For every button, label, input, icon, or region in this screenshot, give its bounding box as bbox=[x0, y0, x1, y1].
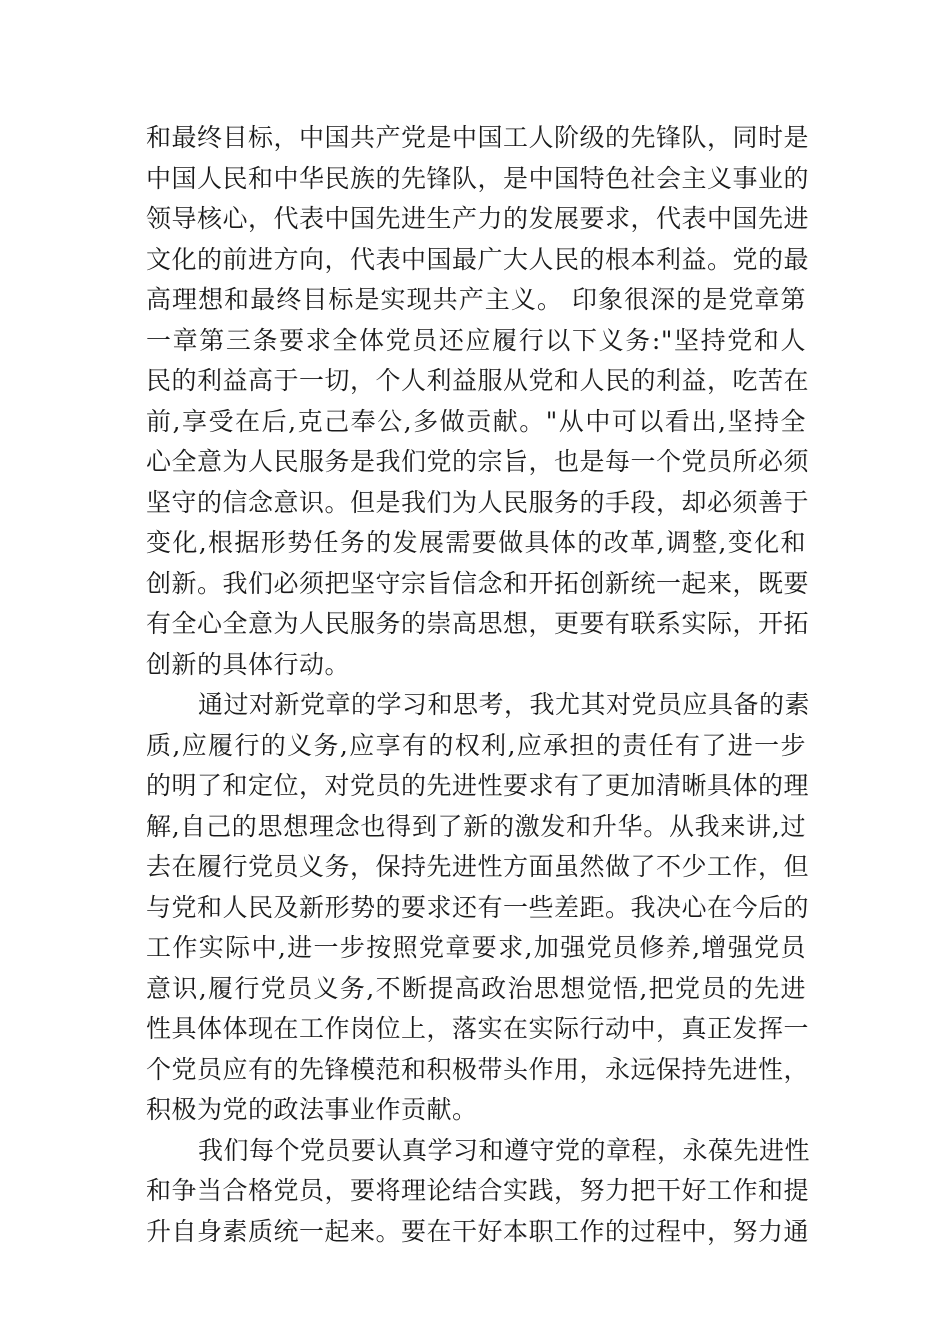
text-line: 去在履行党员义务，保持先进性方面虽然做了不少工作，但 bbox=[146, 852, 810, 881]
text-line: 民的利益高于一切，个人利益服从党和人民的利益，吃苦在 bbox=[146, 366, 810, 395]
text-line: 领导核心，代表中国先进生产力的发展要求，代表中国先进 bbox=[146, 204, 810, 233]
text-line: 和最终目标，中国共产党是中国工人阶级的先锋队，同时是 bbox=[146, 123, 810, 152]
text-line: 我们每个党员要认真学习和遵守党的章程，永葆先进性 bbox=[198, 1135, 811, 1165]
text-line: 通过对新党章的学习和思考，我尤其对党员应具备的素 bbox=[198, 690, 811, 719]
text-line: 性具体体现在工作岗位上，落实在实际行动中，真正发挥一 bbox=[146, 1014, 810, 1043]
text-line: 意识,履行党员义务,不断提高政治思想觉悟,把党员的先进 bbox=[146, 973, 806, 1003]
text-line: 中国人民和中华民族的先锋队，是中国特色社会主义事业的 bbox=[146, 163, 810, 193]
text-line: 高理想和最终目标是实现共产主义。 印象很深的是党章第 bbox=[146, 285, 806, 314]
text-line: 前,享受在后,克己奉公,多做贡献。"从中可以看出,坚持全 bbox=[146, 406, 806, 436]
text-line: 文化的前进方向，代表中国最广大人民的根本利益。党的最 bbox=[146, 244, 810, 274]
paragraph-2 bbox=[146, 685, 811, 1131]
text-line: 一章第三条要求全体党员还应履行以下义务:"坚持党和人 bbox=[146, 325, 806, 355]
text-line: 个党员应有的先锋模范和积极带头作用，永远保持先进性， bbox=[146, 1054, 810, 1084]
text-line: 变化,根据形势任务的发展需要做具体的改革,调整,变化和 bbox=[146, 528, 806, 557]
text-line: 解,自己的思想理念也得到了新的激发和升华。从我来讲,过 bbox=[146, 811, 806, 841]
text-line: 有全心全意为人民服务的崇高思想，更要有联系实际，开拓 bbox=[146, 609, 810, 638]
paragraph-1 bbox=[146, 118, 810, 685]
text-line: 创新。我们必须把坚守宗旨信念和开拓创新统一起来，既要 bbox=[146, 568, 810, 598]
document-body bbox=[146, 118, 811, 1252]
text-line: 创新的具体行动。 bbox=[146, 649, 351, 679]
text-line: 工作实际中,进一步按照党章要求,加强党员修养,增强党员 bbox=[146, 933, 806, 962]
text-line: 和争当合格党员，要将理论结合实践，努力把干好工作和提 bbox=[146, 1176, 810, 1205]
text-line: 升自身素质统一起来。要在干好本职工作的过程中，努力通 bbox=[146, 1216, 810, 1246]
text-line: 质,应履行的义务,应享有的权利,应承担的责任有了进一步 bbox=[146, 730, 806, 760]
text-line: 的明了和定位，对党员的先进性要求有了更加清晰具体的理 bbox=[146, 771, 810, 800]
text-line: 与党和人民及新形势的要求还有一些差距。我决心在今后的 bbox=[146, 892, 810, 922]
text-line: 心全意为人民服务是我们党的宗旨，也是每一个党员所必须 bbox=[146, 447, 810, 476]
paragraph-3 bbox=[146, 1131, 811, 1253]
text-line: 坚守的信念意识。但是我们为人民服务的手段，却必须善于 bbox=[146, 487, 810, 517]
text-line: 积极为党的政法事业作贡献。 bbox=[146, 1095, 478, 1124]
